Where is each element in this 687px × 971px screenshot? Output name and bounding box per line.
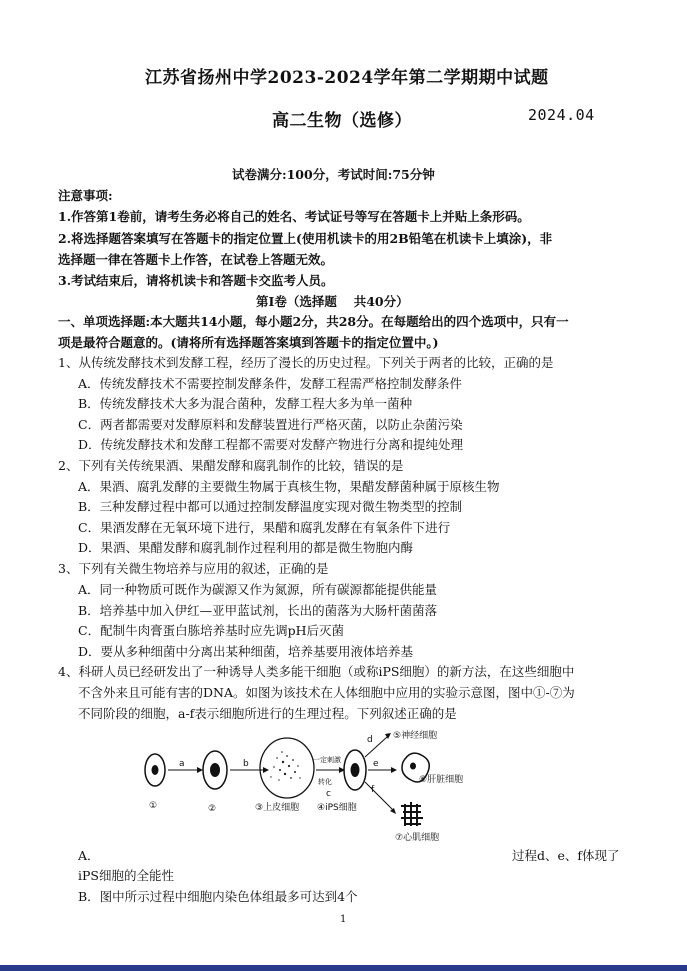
exam-info: 试卷满分:100分，考试时间:75分钟	[232, 167, 435, 182]
cell-1-label: ①	[149, 801, 158, 811]
question-stem: 不同阶段的细胞，a-f表示细胞所进行的生理过程。下列叙述正确的是	[78, 706, 457, 721]
cell-3	[260, 738, 314, 798]
label-c: c	[326, 789, 331, 799]
section-intro: 项是最符合题意的。(请将所有选择题答案填到答题卡的指定位置中。)	[58, 335, 439, 350]
cell-2-label: ②	[208, 804, 217, 814]
cell-1-nucleus	[152, 765, 159, 775]
arrow-f	[365, 782, 393, 810]
option-a-continued: iPS细胞的全能性	[78, 868, 174, 883]
question-option: D．果酒、果醋发酵和腐乳制作过程利用的都是微生物胞内酶	[78, 540, 414, 555]
label-d: d	[367, 735, 373, 745]
note-line: 2.将选择题答案填写在答题卡的指定位置上(使用机读卡的用2B铅笔在机读卡上填涂)，非	[58, 231, 553, 246]
page-number: 1	[340, 914, 347, 925]
question-stem: 1、从传统发酵技术到发酵工程，经历了漫长的历史过程。下列关于两者的比较，正确的是	[58, 355, 554, 370]
question-option: A．同一种物质可既作为碳源又作为氮源，所有碳源都能提供能量	[78, 582, 438, 597]
question-option: C．果酒发酵在无氧环境下进行，果醋和腐乳发酵在有氧条件下进行	[78, 520, 451, 535]
cell-3-label: ③上皮细胞	[255, 803, 300, 813]
question-option: B．三种发酵过程中都可以通过控制发酵温度实现对微生物类型的控制	[78, 499, 463, 514]
cell-2-nucleus	[210, 763, 220, 777]
cell-6-label: ⑥肝脏细胞	[419, 775, 464, 785]
question-stem: 2、下列有关传统果酒、果醋发酵和腐乳制作的比较，错误的是	[58, 458, 404, 473]
cell-differentiation-diagram	[135, 722, 515, 847]
question-option: A．果酒、腐乳发酵的主要微生物属于真核生物，果醋发酵菌种属于原核生物	[78, 479, 500, 494]
section-title: 第Ⅰ卷（选择题 共40分）	[256, 294, 409, 309]
question-option: C．两者都需要对发酵原料和发酵装置进行严格灭菌，以防止杂菌污染	[78, 417, 463, 432]
cell-7-label: ⑦心肌细胞	[395, 833, 440, 843]
note-line: 3.考试结束后，请将机读卡和答题卡交监考人员。	[58, 273, 334, 288]
question-option: B．培养基中加入伊红—亚甲蓝试剂，长出的菌落为大肠杆菌菌落	[78, 603, 438, 618]
question-option: A．传统发酵技术不需要控制发酵条件，发酵工程需严格控制发酵条件	[78, 376, 463, 391]
note-line: 1.作答第1卷前，请考生务必将自己的姓名、考试证号等写在答题卡上并贴上条形码。	[58, 209, 530, 224]
question-option: B．传统发酵技术大多为混合菌种，发酵工程大多为单一菌种	[78, 396, 413, 411]
question-option: D．要从多种细菌中分离出某种细菌，培养基要用液体培养基	[78, 644, 414, 659]
note-line: 选择题一律在答题卡上作答，在试卷上答题无效。	[58, 252, 334, 267]
cell-7	[401, 802, 423, 826]
subject-title: 高二生物（选修）	[272, 111, 412, 131]
option-b: B．图中所示过程中细胞内染色体组最多可达到4个	[78, 889, 358, 904]
cell-4-label: ④iPS细胞	[317, 803, 357, 813]
label-e: e	[373, 759, 379, 769]
question-stem: 不含外来且可能有害的DNA。如图为该技术在人体细胞中应用的实验示意图，图中①-⑦为	[78, 685, 575, 700]
question-stem: 4、科研人员已经研发出了一种诱导人类多能干细胞（或称iPS细胞）的新方法，在这些细胞中	[58, 664, 575, 679]
stimulus-label: 一定刺激	[313, 756, 341, 764]
notes-heading: 注意事项:	[58, 188, 113, 203]
cell-4-nucleus	[351, 763, 360, 777]
exam-title: 江苏省扬州中学2023-2024学年第二学期期中试题	[145, 68, 549, 88]
transform-label: 转化	[318, 778, 332, 786]
label-a: a	[179, 759, 185, 769]
question-option: C．配制牛肉膏蛋白胨培养基时应先调pH后灭菌	[78, 623, 344, 638]
label-b: b	[243, 759, 249, 769]
bottom-bar	[0, 965, 687, 971]
question-stem: 3、下列有关微生物培养与应用的叙述，正确的是	[58, 561, 329, 576]
question-option: D．传统发酵技术和发酵工程都不需要对发酵产物进行分离和提纯处理	[78, 437, 464, 452]
label-f: f	[371, 785, 375, 795]
section-intro: 一、单项选择题:本大题共14小题，每小题2分，共28分。在每题给出的四个选项中，只有一	[58, 314, 569, 329]
option-a-text: 过程d、e、f体现了	[512, 848, 620, 863]
exam-date: 2024.04	[528, 106, 595, 124]
cell-5-label: ⑤神经细胞	[393, 731, 438, 741]
option-a-label: A．	[78, 848, 100, 863]
